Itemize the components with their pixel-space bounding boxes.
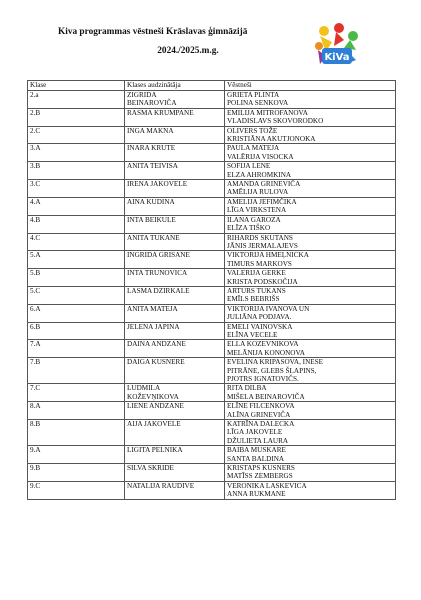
cell-vestnesi xyxy=(225,402,396,420)
table-row xyxy=(28,215,396,233)
audzinataja-line: ANITA TEIVISA xyxy=(127,162,178,171)
table-body xyxy=(28,91,396,500)
document-title: Kiva programmas vēstneši Krāslavas ģimnāzijā xyxy=(58,27,248,37)
table-row xyxy=(28,180,396,198)
vestnesi-line: ALĪNA GRINEVIČA xyxy=(227,410,291,419)
cell-audzinataja xyxy=(125,144,225,162)
vestnesi-line: JĀNIS JERMALAJEVS xyxy=(227,241,298,250)
audzinataja-line: INGRIDA GRISANE xyxy=(127,251,190,260)
vestnesi-line: AMELIJA JEFIMČIKA xyxy=(227,197,297,206)
vestnesi-line: ARTURS TUKANS xyxy=(227,286,286,295)
vestnesi-line: VIKTORIJA HMEĻNICKA xyxy=(227,251,309,260)
vestnesi-line: VALERIJA GERKE xyxy=(227,269,286,278)
cell-audzinataja xyxy=(125,481,225,499)
cell-audzinataja xyxy=(125,402,225,420)
cell-klase: 3.B xyxy=(28,162,125,180)
cell-vestnesi xyxy=(225,481,396,499)
vestnesi-line: AMĒLIJA RULOVA xyxy=(227,188,289,197)
cell-vestnesi xyxy=(225,162,396,180)
vestnesi-line: EVELINA KRIPASOVA, INESE xyxy=(227,358,324,367)
audzinataja-line: SILVA SKRIDE xyxy=(127,464,174,473)
table-row xyxy=(28,286,396,304)
table-row xyxy=(28,91,396,109)
cell-klase: 3.C xyxy=(28,180,125,198)
vestnesi-line: MIŠELA BEINAROVIČA xyxy=(227,392,305,401)
cell-vestnesi xyxy=(225,197,396,215)
audzinataja-line: DAIGA KUSNERE xyxy=(127,358,185,367)
cell-vestnesi xyxy=(225,108,396,126)
cell-vestnesi xyxy=(225,304,396,322)
cell-audzinataja xyxy=(125,233,225,251)
audzinataja-line: DAINA ANDZANE xyxy=(127,340,186,349)
header-vestnesi: Vēstneši xyxy=(225,81,396,91)
cell-audzinataja xyxy=(125,446,225,464)
cell-audzinataja xyxy=(125,464,225,482)
vestnesi-line: OLIVERS TOŽE xyxy=(227,126,278,135)
cell-audzinataja xyxy=(125,162,225,180)
cell-vestnesi xyxy=(225,446,396,464)
vestnesi-line: GRIETA PLINTA xyxy=(227,91,280,99)
vestnesi-line: ELĪNA VECELE xyxy=(227,330,278,339)
vestnesi-line: PAULA MATEJA xyxy=(227,144,280,153)
cell-vestnesi xyxy=(225,384,396,402)
table-row xyxy=(28,446,396,464)
vestnesi-line: ELLA KOZEVNIKOVA xyxy=(227,340,299,349)
vestnesi-line: RITA DILBA xyxy=(227,384,267,393)
cell-audzinataja xyxy=(125,251,225,269)
vestnesi-line: VERONIKA LASKEVICA xyxy=(227,481,307,490)
vestnesi-line: PJOTRS IGNATOVIČS. xyxy=(227,375,299,383)
cell-klase: 8.B xyxy=(28,420,125,446)
table-row xyxy=(28,402,396,420)
header-klase: Klase xyxy=(28,81,125,91)
audzinataja-line: ANITA TUKANE xyxy=(127,233,180,242)
vestnesi-line: SOFIJA LENE xyxy=(227,162,271,171)
audzinataja-line: ZIGRIDA xyxy=(127,91,157,99)
table-row xyxy=(28,233,396,251)
cell-vestnesi xyxy=(225,269,396,287)
vestnesi-line: ELZA AHROMKINA xyxy=(227,170,292,179)
table-row xyxy=(28,481,396,499)
vestnesi-line: AMANDA GRINEVIČA xyxy=(227,180,301,189)
cell-vestnesi xyxy=(225,251,396,269)
vestnesi-line: RIHARDS SKUTANS xyxy=(227,233,293,242)
vestnesi-line: POLINA SENKOVA xyxy=(227,99,289,108)
audzinataja-line: INGA MAKNA xyxy=(127,126,174,135)
audzinataja-line: AIJA JAKOVELE xyxy=(127,420,181,429)
vestnesi-line: EMĪLS BEBRIŠS xyxy=(227,295,280,304)
table-row xyxy=(28,464,396,482)
vestnesi-line: BAIBA MUSKARE xyxy=(227,446,286,455)
cell-klase: 3.A xyxy=(28,144,125,162)
cell-klase: 6.B xyxy=(28,322,125,340)
cell-audzinataja xyxy=(125,286,225,304)
cell-klase: 6.A xyxy=(28,304,125,322)
cell-klase: 7.B xyxy=(28,358,125,384)
cell-audzinataja xyxy=(125,304,225,322)
audzinataja-line: INTA BEIKULE xyxy=(127,215,176,224)
vestnesi-line: VLADISLAVS SKOVORODKO xyxy=(227,117,324,126)
cell-audzinataja xyxy=(125,180,225,198)
audzinataja-line: LUDMILA xyxy=(127,384,161,393)
vestnesi-line: VALĒRIJA VISOCKA xyxy=(227,152,294,161)
audzinataja-line: KOŽEVŅIKOVA xyxy=(127,392,179,401)
audzinataja-line: LIENE ANDZANE xyxy=(127,402,184,411)
vestnesi-line: KRISTAPS KUSNERS xyxy=(227,464,295,473)
vestnesi-line: DŽULIETA LAURA xyxy=(227,436,289,445)
table-row xyxy=(28,304,396,322)
cell-klase: 5.C xyxy=(28,286,125,304)
cell-vestnesi xyxy=(225,340,396,358)
table-row xyxy=(28,197,396,215)
vestnesi-line: ELĪNE FILCENKOVA xyxy=(227,402,295,411)
table-row xyxy=(28,251,396,269)
cell-vestnesi xyxy=(225,91,396,109)
audzinataja-line: AINA KUDINA xyxy=(127,197,175,206)
cell-vestnesi xyxy=(225,358,396,384)
audzinataja-line: INARA KRUTE xyxy=(127,144,176,153)
table-row xyxy=(28,322,396,340)
audzinataja-line: NATALIJA RAUDIVE xyxy=(127,481,195,490)
cell-klase: 7.A xyxy=(28,340,125,358)
vestnesi-line: KRISTIĀNA AKUTJONOKA xyxy=(227,135,316,144)
vestnesi-line: LĪGA JAKOVELE xyxy=(227,428,283,437)
table-row xyxy=(28,384,396,402)
vestnesi-line: EMILIJA MITROFANOVA xyxy=(227,108,308,117)
cell-klase: 4.C xyxy=(28,233,125,251)
audzinataja-line: JELENA JAPINA xyxy=(127,322,180,331)
table-row xyxy=(28,126,396,144)
table-row xyxy=(28,340,396,358)
vestnesi-line: KRISTA PODSKOČIJA xyxy=(227,277,298,286)
cell-audzinataja xyxy=(125,358,225,384)
audzinataja-line: IRENA JAKOVELE xyxy=(127,180,188,189)
audzinataja-line: LIGITA PELNIKA xyxy=(127,446,183,455)
cell-audzinataja xyxy=(125,126,225,144)
logo-text: KiVa xyxy=(324,52,350,63)
vestnesi-line: SANTA BALDINA xyxy=(227,454,285,463)
cell-klase: 2.a xyxy=(28,91,125,109)
cell-vestnesi xyxy=(225,233,396,251)
vestnesi-line: VIKTORIJA IVANOVA UN xyxy=(227,304,310,313)
cell-vestnesi xyxy=(225,322,396,340)
cell-klase: 7.C xyxy=(28,384,125,402)
cell-klase: 9.A xyxy=(28,446,125,464)
vestnesi-line: MELĀNIJA KONONOVA xyxy=(227,348,305,357)
cell-vestnesi xyxy=(225,420,396,446)
vestnesi-line: LĪGA VIRKSTENA xyxy=(227,206,287,215)
table-row xyxy=(28,358,396,384)
cell-klase: 9.C xyxy=(28,481,125,499)
cell-audzinataja xyxy=(125,384,225,402)
cell-vestnesi xyxy=(225,144,396,162)
vestnesi-line: KATRĪNA DALECKA xyxy=(227,420,295,429)
cell-klase: 9.B xyxy=(28,464,125,482)
vestnesi-line: ELĪZA TIŠKO xyxy=(227,224,271,233)
table-row xyxy=(28,144,396,162)
vestnesi-line: EMELI VAINOVSKA xyxy=(227,322,293,331)
vestnesi-line: ILANA GAROZA xyxy=(227,215,281,224)
cell-klase: 5.A xyxy=(28,251,125,269)
cell-audzinataja xyxy=(125,322,225,340)
vestnesi-line: MATĪSS ZEMBERGS xyxy=(227,472,293,481)
cell-vestnesi xyxy=(225,180,396,198)
cell-klase: 2.B xyxy=(28,108,125,126)
cell-vestnesi xyxy=(225,464,396,482)
cell-audzinataja xyxy=(125,269,225,287)
cell-vestnesi xyxy=(225,126,396,144)
audzinataja-line: INTA TRUNOVICA xyxy=(127,269,188,278)
cell-audzinataja xyxy=(125,420,225,446)
document-header xyxy=(58,26,318,57)
cell-klase: 4.B xyxy=(28,215,125,233)
audzinataja-line: RASMA KRUMPANE xyxy=(127,108,194,117)
vestnesi-line: ANNA RUKMANE xyxy=(227,490,286,499)
cell-audzinataja xyxy=(125,340,225,358)
cell-audzinataja xyxy=(125,215,225,233)
cell-vestnesi xyxy=(225,215,396,233)
cell-audzinataja xyxy=(125,91,225,109)
cell-klase: 5.B xyxy=(28,269,125,287)
cell-klase: 8.A xyxy=(28,402,125,420)
vestnesi-line: JULIĀNA PODJAVA. xyxy=(227,313,292,322)
header-audzinataja: Klases audzinātāja xyxy=(125,81,225,91)
audzinataja-line: BEINAROVIČA xyxy=(127,99,177,108)
vestnesi-table xyxy=(27,80,396,500)
cell-audzinataja xyxy=(125,197,225,215)
audzinataja-line: LASMA DZIRKALE xyxy=(127,286,190,295)
table-row xyxy=(28,269,396,287)
cell-vestnesi xyxy=(225,286,396,304)
audzinataja-line: ANITA MATEJA xyxy=(127,304,178,313)
table-row xyxy=(28,420,396,446)
cell-klase: 4.A xyxy=(28,197,125,215)
school-year: 2024./2025.m.g. xyxy=(157,46,219,56)
table-header-row xyxy=(28,81,396,91)
vestnesi-line: PITRĀNE, GLEBS ŠLAPINS, xyxy=(227,366,317,375)
table-row xyxy=(28,108,396,126)
vestnesi-line: TIMURS MARKOVS xyxy=(227,259,292,268)
cell-audzinataja xyxy=(125,108,225,126)
kiva-logo-icon xyxy=(312,22,360,72)
table-row xyxy=(28,162,396,180)
cell-klase: 2.C xyxy=(28,126,125,144)
